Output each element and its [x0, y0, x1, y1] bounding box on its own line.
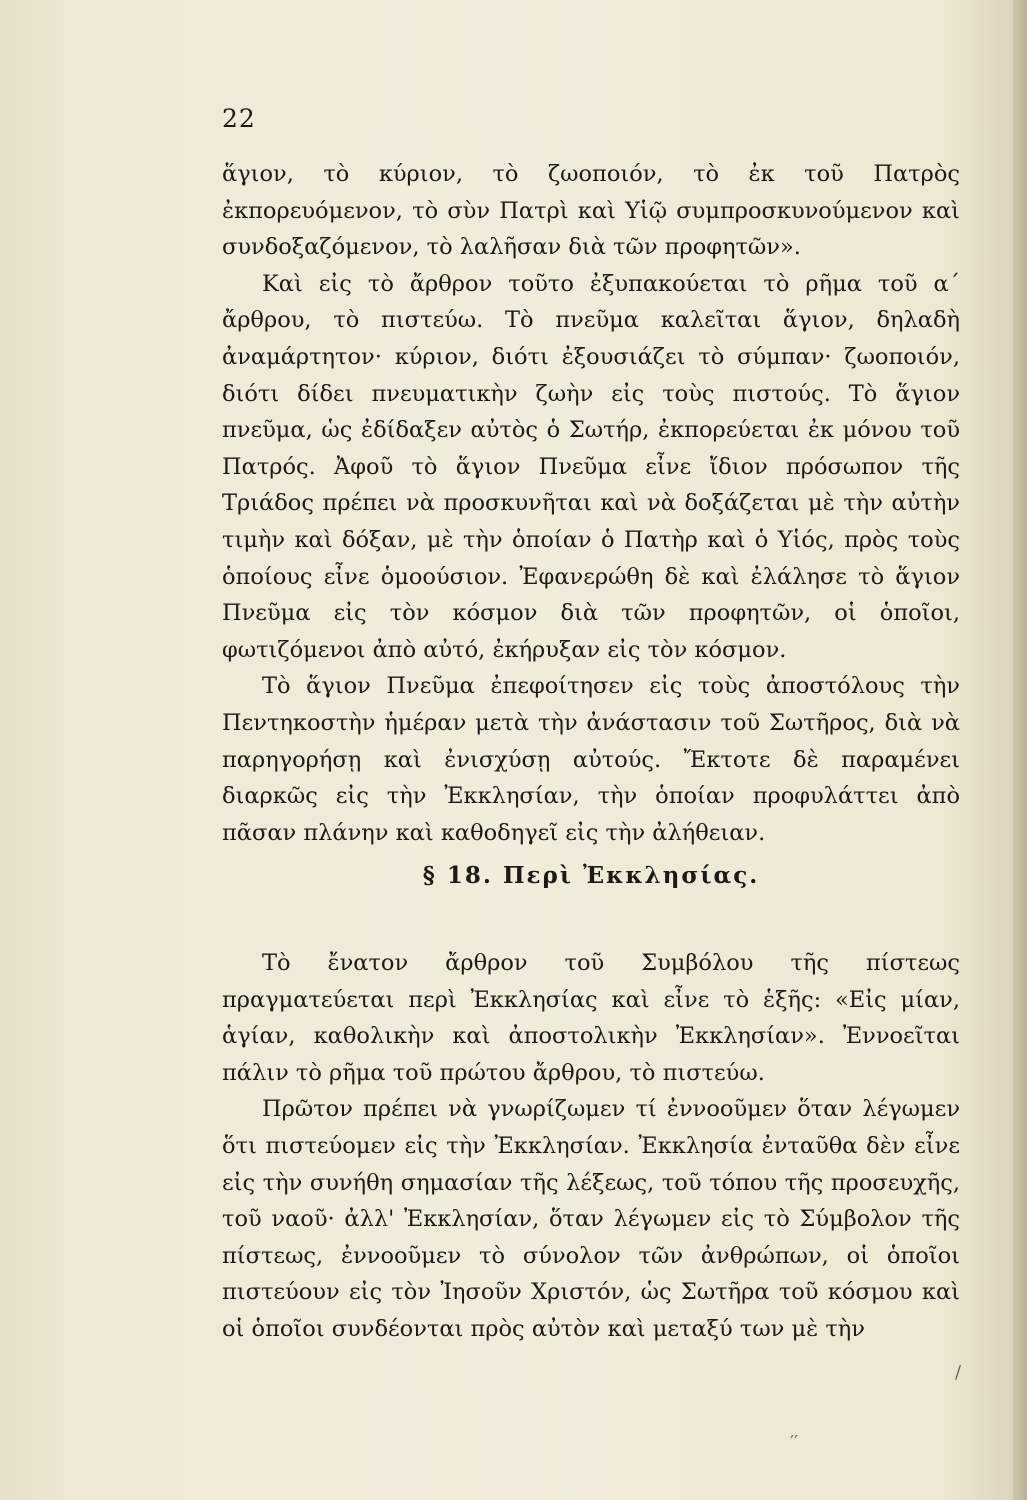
paragraph: Τὸ ἔνατον ἄρθρον τοῦ Συμβόλου τῆς πίστεως πραγματεύεται περὶ Ἐκκλησίας καὶ εἶνε τὸ ἑξῆς: «Εἰς μίαν, ἁγίαν, καθολικὴν καὶ ἀποστολικὴν Ἐκκλησίαν». Ἐννοεῖται πάλιν τὸ ρῆμα τοῦ πρώτου ἄρθρου, τὸ πιστεύω. [222, 950, 960, 1086]
margin-mark: / [955, 1362, 962, 1383]
paragraph: Τὸ ἅγιον Πνεῦμα ἐπεφοίτησεν εἰς τοὺς ἀποστόλους τὴν Πεντηκοστὴν ἡμέραν μετὰ τὴν ἀνάστασιν τοῦ Σωτῆρος, διὰ νὰ παρηγορήσῃ καὶ ἐνισχύσῃ αὐτούς. Ἔκτοτε δὲ παραμένει διαρκῶς εἰς τὴν Ἐκκλησίαν, τὴν ὁποίαν προφυλάττει ἀπὸ πᾶσαν πλάνην καὶ καθοδηγεῖ εἰς τὴν ἀλήθειαν. [222, 673, 960, 846]
paragraph: Καὶ εἰς τὸ ἄρθρον τοῦτο ἐξυπακούεται τὸ ρῆμα τοῦ α΄ ἄρθρου, τὸ πιστεύω. Τὸ πνεῦμα καλεῖται ἅγιον, δηλαδὴ ἀναμάρτητον· κύριον, διότι ἐξουσιάζει τὸ σύμπαν· ζωοποιόν, διότι δίδει πνευματικὴν ζωὴν εἰς τοὺς πιστούς. Τὸ ἅγιον πνεῦμα, ὡς ἐδίδαξεν αὐτὸς ὁ Σωτήρ, ἐκπορεύεται ἐκ μόνου τοῦ Πατρός. Ἀφοῦ τὸ ἅγιον Πνεῦμα εἶνε ἴδιον πρόσωπον τῆς Τριάδος πρέπει νὰ προσκυνῆται καὶ νὰ δοξάζεται μὲ τὴν αὐτὴν τιμὴν καὶ δόξαν, μὲ τὴν ὁποίαν ὁ Πατὴρ καὶ ὁ Υἱός, πρὸς τοὺς ὁποίους εἶνε ὁμοούσιον. Ἐφανερώθη δὲ καὶ ἐλάλησε τὸ ἅγιον Πνεῦμα εἰς τὸν κόσμον διὰ τῶν προφητῶν, οἱ ὁποῖοι, φωτιζόμενοι ἀπὸ αὐτό, ἐκήρυξαν εἰς τὸν κόσμον. [222, 270, 960, 663]
paragraph-continued: ἅγιον, τὸ κύριον, τὸ ζωοποιόν, τὸ ἐκ τοῦ Πατρὸς ἐκπορευόμενον, τὸ σὺν Πατρὶ καὶ Υἱῷ συμπροσκυνούμενον καὶ συνδοξαζόμενον, τὸ λαλῆσαν διὰ τῶν προφητῶν». [222, 161, 960, 261]
paragraph: Πρῶτον πρέπει νὰ γνωρίζωμεν τί ἐννοοῦμεν ὅταν λέγωμεν ὅτι πιστεύομεν εἰς τὴν Ἐκκλησίαν. Ἐκκλησία ἐνταῦθα δὲν εἶνε εἰς τὴν συνήθη σημασίαν τῆς λέξεως, τοῦ τόπου τῆς προσευχῆς, τοῦ ναοῦ· ἀλλ' Ἐκκλησίαν, ὅταν λέγωμεν εἰς τὸ Σύμβολον τῆς πίστεως, ἐννοοῦμεν τὸ σύνολον τῶν ἀνθρώπων, οἱ ὁποῖοι πιστεύουν εἰς τὸν Ἰησοῦν Χριστόν, ὡς Σωτῆρα τοῦ κόσμου καὶ οἱ ὁποῖοι συνδέονται πρὸς αὐτὸν καὶ μεταξύ των μὲ τὴν [222, 1096, 960, 1342]
text-block-after-heading [222, 945, 960, 1348]
page-edge-shadow [1013, 0, 1027, 1500]
text-block-before-heading [222, 156, 960, 851]
section-heading: § 18. Περὶ Ἐκκλησίας. [422, 862, 760, 889]
margin-mark: ′′ [790, 1432, 799, 1453]
page-number: 22 [222, 104, 256, 133]
